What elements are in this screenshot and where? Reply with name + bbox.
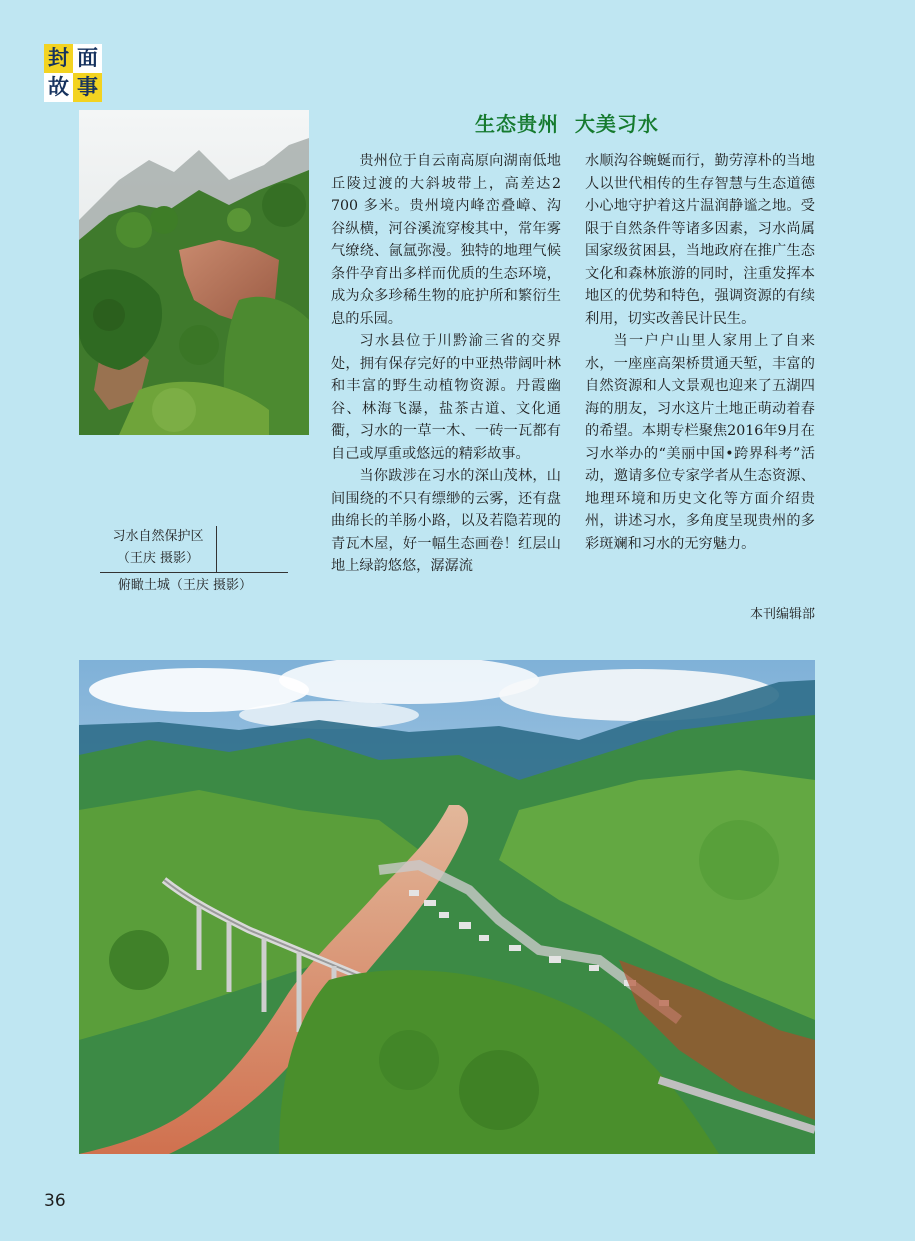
article-paragraph: 习水县位于川黔渝三省的交界处，拥有保存完好的中亚热带阔叶林和丰富的野生动植物资源。丹霞幽谷、林海飞瀑，盐茶古道、文化通衢，习水的一草一木、一砖一瓦都有自己或厚重或悠远的精彩故事。 xyxy=(331,333,561,462)
badge-char: 事 xyxy=(73,73,102,102)
mountain-photo xyxy=(79,110,309,435)
valley-river-photo xyxy=(79,660,815,1154)
article-paragraph: 水顺沟谷蜿蜒而行，勤劳淳朴的当地人以世代相传的生存智慧与生态道德小心地守护着这片温润静谧之地。受限于自然条件等诸多因素，习水尚属国家级贫困县，当地政府在推广生态文化和森林旅游的同时，注重发挥本地区的优势和特色，强调资源的有续利用，切实改善民计民生。 xyxy=(585,153,815,327)
article-paragraph: 当你跋涉在习水的深山茂林，山间围绕的不只有缥缈的云雾，还有盘曲绵长的羊肠小路，以及若隐若现的青瓦木屋，好一幅生态画卷！红层山地上绿韵悠悠，潺潺流 xyxy=(331,468,561,574)
bottom-photo-caption: 俯瞰土城（王庆 摄影） xyxy=(117,578,253,593)
article-column-left xyxy=(331,150,561,578)
caption-divider-vertical xyxy=(216,526,217,572)
valley-river-illustration xyxy=(79,660,815,1154)
badge-char: 故 xyxy=(44,73,73,102)
caption-divider-horizontal xyxy=(100,572,288,573)
caption-line: 习水自然保护区 xyxy=(112,529,204,544)
editor-credit: 本刊编辑部 xyxy=(749,607,815,622)
top-photo-caption xyxy=(100,526,216,572)
article-paragraph: 当一户户山里人家用上了自来水，一座座高架桥贯通天堑，丰富的自然资源和人文景观也迎来了五湖四海的朋友，习水这片土地正萌动着春的希望。本期专栏聚焦2016年9月在习水举办的“美丽中国•跨界科考”活动，邀请多位专家学者从生态资源、地理环境和历史文化等方面介绍贵州，讲述习水，多角度呈现贵州的多彩斑斓和习水的无穷魅力。 xyxy=(585,333,815,552)
article-title: 生态贵州 大美习水 xyxy=(475,112,659,136)
badge-char: 面 xyxy=(73,44,102,73)
article-paragraph: 贵州位于自云南高原向湖南低地丘陵过渡的大斜坡带上，高差达2 700 多米。贵州境内峰峦叠嶂、沟谷纵横，河谷溪流穿梭其中，常年雾气缭绕、氤氲弥漫。独特的地理气候条件孕育出多样而优质的生态环境，成为众多珍稀生物的庇护所和繁衍生息的乐园。 xyxy=(331,153,561,327)
cover-story-badge xyxy=(44,44,102,102)
page-number: 36 xyxy=(44,1191,66,1211)
caption-line: （王庆 摄影） xyxy=(116,551,200,566)
article-column-right xyxy=(585,150,815,555)
badge-char: 封 xyxy=(44,44,73,73)
mountain-photo-illustration xyxy=(79,110,309,435)
